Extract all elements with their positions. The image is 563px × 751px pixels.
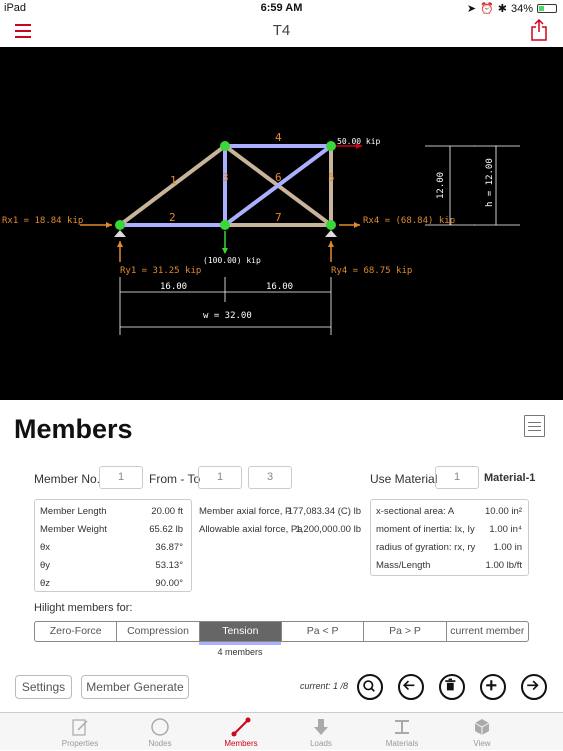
tab-nodes[interactable]: Nodes bbox=[120, 713, 200, 751]
reaction-ry1: Ry1 = 31.25 kip bbox=[120, 266, 202, 276]
page-title: T4 bbox=[272, 22, 291, 39]
support-right bbox=[325, 230, 337, 237]
edit-icon bbox=[70, 717, 90, 737]
search-icon[interactable] bbox=[357, 674, 383, 700]
use-material-label: Use Material bbox=[370, 472, 438, 486]
segment-current-member[interactable]: current member bbox=[450, 625, 525, 637]
truss-drawing bbox=[0, 47, 563, 400]
member-label: 2 bbox=[169, 211, 176, 224]
section-props-panel: x-sectional area: A 10.00 in² moment of inertia: Ix, Iy 1.00 in⁴ radius of gyration: rx, ry 1.00 in Mass/Length 1.00 lb/ft bbox=[370, 499, 529, 576]
tab-bar bbox=[0, 712, 563, 750]
load-top: 50.00 kip bbox=[337, 137, 381, 146]
list-icon[interactable] bbox=[524, 415, 545, 437]
tab-properties[interactable]: Properties bbox=[40, 713, 120, 751]
status-time: 6:59 AM bbox=[260, 2, 303, 14]
member-label: 1 bbox=[170, 174, 177, 187]
segment-tension[interactable]: Tension bbox=[200, 622, 282, 641]
dim-span-left: 16.00 bbox=[160, 282, 188, 292]
highlight-segmented-control bbox=[34, 621, 529, 642]
current-indicator: current: 1 /8 bbox=[300, 681, 349, 691]
member-generate-button[interactable]: Member Generate bbox=[81, 675, 189, 699]
highlight-count: 4 members bbox=[217, 647, 263, 657]
node-1 bbox=[115, 220, 125, 230]
member-no-label: Member No. bbox=[34, 472, 101, 486]
device-name: iPad bbox=[4, 2, 27, 14]
settings-button[interactable]: Settings bbox=[15, 675, 72, 699]
battery-percent: 34% bbox=[510, 2, 533, 15]
status-bar bbox=[0, 0, 563, 16]
member-label: 5 bbox=[328, 171, 335, 184]
member-label: 7 bbox=[275, 211, 282, 224]
highlight-label: Hilight members for: bbox=[34, 602, 133, 614]
location-icon: ➤ bbox=[466, 3, 477, 15]
node-3 bbox=[220, 220, 230, 230]
node-5 bbox=[326, 220, 336, 230]
node-4 bbox=[326, 141, 336, 151]
geometry-panel: Member Length 20.00 ft Member Weight 65.62 lb θx 36.87° θy 53.13° θz 90.00° bbox=[34, 499, 192, 592]
dim-width: w = 32.00 bbox=[203, 311, 252, 321]
dim-height-right: h = 12.00 bbox=[485, 158, 495, 207]
add-icon[interactable] bbox=[480, 674, 506, 700]
bluetooth-icon: ✱ bbox=[497, 3, 507, 15]
truss-canvas[interactable] bbox=[0, 47, 563, 400]
from-node-field[interactable]: 1 bbox=[198, 466, 242, 489]
cube-icon bbox=[472, 717, 492, 737]
battery-icon bbox=[537, 4, 557, 13]
member-label: 4 bbox=[275, 131, 282, 144]
alarm-icon: ⏰ bbox=[480, 3, 494, 15]
section-title: Members bbox=[14, 414, 133, 444]
segment-zero-force[interactable]: Zero-Force bbox=[35, 622, 117, 641]
tab-members[interactable]: Members bbox=[201, 713, 281, 751]
i-beam-icon bbox=[392, 717, 412, 737]
segment-underline bbox=[199, 642, 281, 645]
segment-pa-less-p[interactable]: Pa < P bbox=[282, 622, 364, 641]
material-name: Material-1 bbox=[484, 472, 536, 484]
reaction-ry4: Ry4 = 68.75 kip bbox=[331, 266, 413, 276]
nav-bar bbox=[0, 16, 563, 46]
segment-pa-greater-p[interactable]: Pa > P bbox=[364, 622, 446, 641]
reaction-rx4: Rx4 = (68.84) kip bbox=[363, 216, 456, 226]
to-node-field[interactable]: 3 bbox=[248, 466, 292, 489]
member-no-field[interactable]: 1 bbox=[99, 466, 143, 489]
share-icon[interactable] bbox=[531, 19, 547, 41]
node-2 bbox=[220, 141, 230, 151]
from-to-label: From - To bbox=[149, 472, 201, 486]
circle-icon bbox=[150, 717, 170, 737]
member-label: 3 bbox=[222, 171, 229, 184]
back-arrow-icon[interactable] bbox=[398, 674, 424, 700]
forward-arrow-icon[interactable] bbox=[521, 674, 547, 700]
member-line-icon bbox=[231, 717, 251, 737]
tab-materials[interactable]: Materials bbox=[362, 713, 442, 751]
tab-loads[interactable]: Loads bbox=[281, 713, 361, 751]
reaction-rx1: Rx1 = 18.84 kip bbox=[2, 216, 84, 226]
status-right bbox=[467, 2, 557, 15]
down-arrow-icon bbox=[311, 717, 331, 737]
support-left bbox=[114, 230, 126, 237]
segment-compression[interactable]: Compression bbox=[117, 622, 199, 641]
material-no-field[interactable]: 1 bbox=[435, 466, 479, 489]
dim-height-left: 12.00 bbox=[436, 171, 446, 199]
member-label: 6 bbox=[275, 171, 282, 184]
trash-icon[interactable] bbox=[439, 674, 465, 700]
load-bottom: (100.00) kip bbox=[203, 256, 261, 265]
tab-view[interactable]: View bbox=[442, 713, 522, 751]
dim-span-right: 16.00 bbox=[266, 282, 294, 292]
